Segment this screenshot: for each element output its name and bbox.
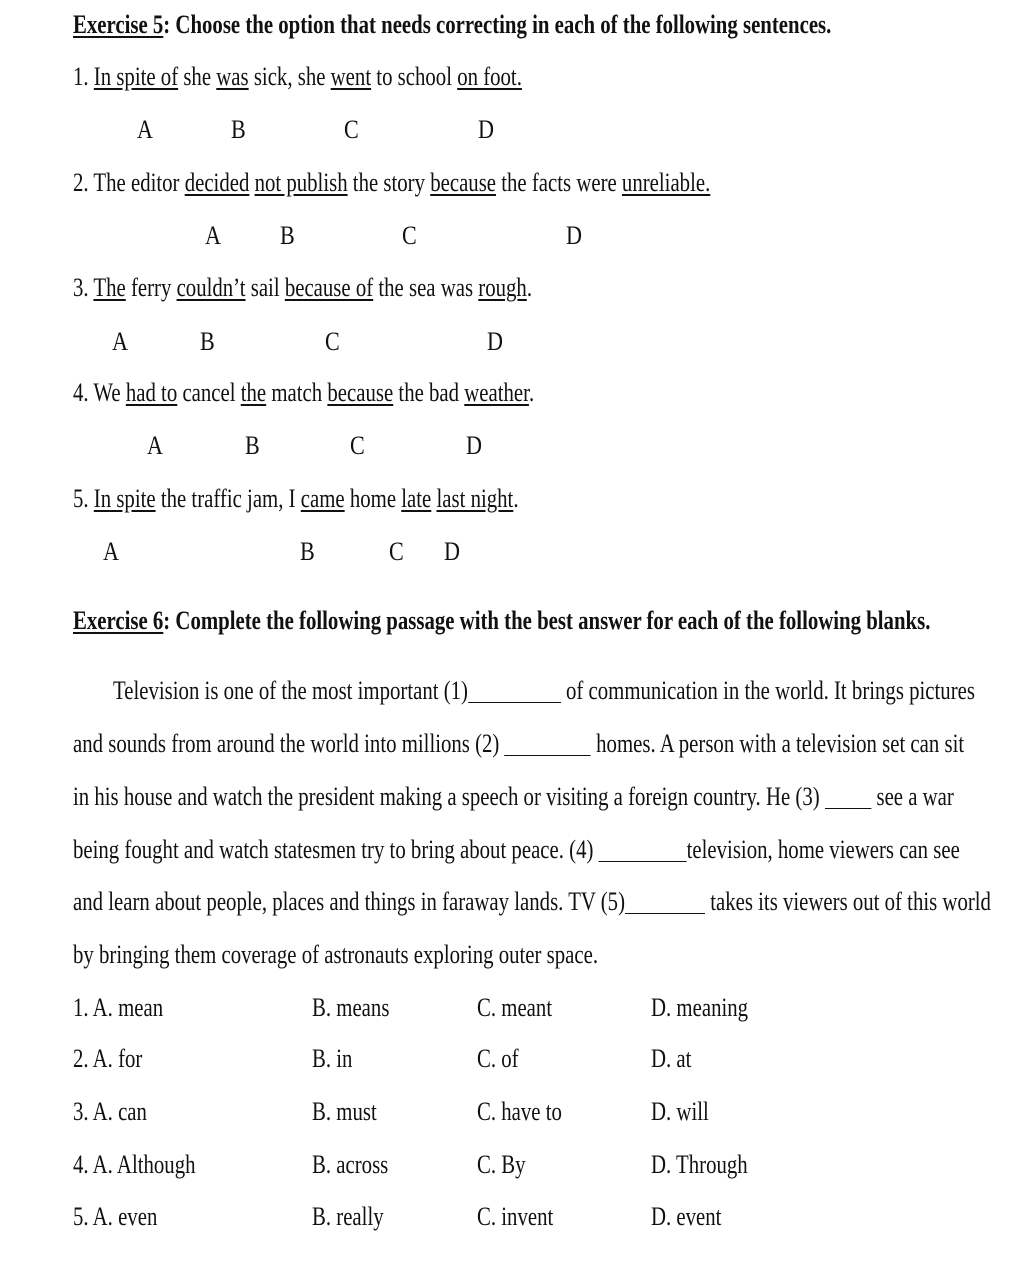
q3-letter-d: D <box>487 327 503 356</box>
q5-text: home <box>344 484 402 513</box>
passage-text: takes its viewers out of this world <box>710 887 991 916</box>
q4-text: cancel <box>177 378 241 407</box>
option-4a: 4. A. Although <box>73 1150 196 1179</box>
q1-letter-a: A <box>137 115 153 144</box>
q4-option-a-text: had to <box>125 378 178 407</box>
q4-letter-c: C <box>350 431 365 460</box>
q1-option-c-text: went <box>330 62 372 91</box>
blank-4 <box>599 861 687 862</box>
option-1c: C. meant <box>477 993 553 1022</box>
passage-text: in his house and watch the president making a speech or visiting a foreign country. He (3) <box>73 782 820 811</box>
q3-letter-c: C <box>325 327 340 356</box>
passage-line-2 <box>73 729 964 759</box>
option-5b: B. really <box>312 1202 384 1231</box>
option-5c: C. invent <box>477 1202 554 1231</box>
q4-letter-a: A <box>147 431 163 460</box>
blank-3 <box>825 808 871 809</box>
q4-number: 4. We <box>73 378 126 407</box>
q5-option-a-text: In spite <box>93 484 156 513</box>
passage-line-3 <box>73 782 954 812</box>
option-2d: D. at <box>651 1044 692 1073</box>
option-5a: 5. A. even <box>73 1202 158 1231</box>
q2-option-d-text: unreliable. <box>621 168 711 197</box>
q5-letter-b: B <box>300 537 315 566</box>
q5-option-d-text: last night <box>436 484 514 513</box>
q4-text: the bad <box>393 378 465 407</box>
q5-text: the traffic jam, I <box>155 484 301 513</box>
blank-2 <box>505 755 591 756</box>
q2-letter-a: A <box>205 221 221 250</box>
q3-text: ferry <box>125 273 177 302</box>
q4-text: . <box>528 378 535 407</box>
blank-1 <box>468 702 561 703</box>
passage-text: being fought and watch statesmen try to bring about peace. (4) <box>73 835 594 864</box>
q3-text: . <box>526 273 533 302</box>
q3-text: sail <box>245 273 285 302</box>
ex5-question-1 <box>73 62 522 92</box>
q2-option-b-text: not publish <box>254 168 348 197</box>
q2-letter-c: C <box>402 221 417 250</box>
passage-line-6 <box>73 940 598 970</box>
option-4d: D. Through <box>651 1150 748 1179</box>
ex5-question-3 <box>73 273 532 303</box>
exercise-5-label: Exercise 5 <box>73 10 164 39</box>
option-3a: 3. A. can <box>73 1097 147 1126</box>
q5-letter-c: C <box>389 537 404 566</box>
q1-text: sick, she <box>248 62 331 91</box>
q2-text: the story <box>347 168 431 197</box>
q1-option-d-text: on foot. <box>457 62 522 91</box>
q3-option-c-text: because of <box>284 273 374 302</box>
q2-letter-d: D <box>566 221 582 250</box>
option-1a: 1. A. mean <box>73 993 164 1022</box>
option-3d: D. will <box>651 1097 709 1126</box>
q4-option-c-text: because <box>327 378 394 407</box>
option-1d: D. meaning <box>651 993 749 1022</box>
ex5-question-2 <box>73 168 710 198</box>
q1-letter-b: B <box>231 115 246 144</box>
passage-text: Television is one of the most important (1) <box>113 676 468 705</box>
option-3c: C. have to <box>477 1097 562 1126</box>
q1-text: she <box>178 62 217 91</box>
option-2b: B. in <box>312 1044 353 1073</box>
q1-option-b-text: was <box>216 62 249 91</box>
q4-text: match <box>266 378 328 407</box>
q1-text: to school <box>371 62 458 91</box>
passage-text: see a war <box>876 782 954 811</box>
option-5d: D. event <box>651 1202 722 1231</box>
passage-text: and learn about people, places and things in faraway lands. TV (5) <box>73 887 625 916</box>
q1-letter-d: D <box>478 115 494 144</box>
q1-option-a-text: In spite of <box>93 62 179 91</box>
q4-letter-b: B <box>245 431 260 460</box>
passage-text: by bringing them coverage of astronauts exploring outer space. <box>73 940 599 969</box>
q5-text: . <box>513 484 519 513</box>
ex5-question-5 <box>73 484 519 514</box>
q4-option-d-text: weather <box>464 378 529 407</box>
exercise-6-label: Exercise 6 <box>73 606 164 635</box>
option-2c: C. of <box>477 1044 519 1073</box>
option-4c: C. By <box>477 1150 526 1179</box>
q5-option-b-text: came <box>300 484 345 513</box>
q5-option-c-text: late <box>401 484 432 513</box>
q3-option-b-text: couldn’t <box>176 273 246 302</box>
option-1b: B. means <box>312 993 390 1022</box>
q3-letter-a: A <box>112 327 128 356</box>
q2-letter-b: B <box>280 221 295 250</box>
q4-option-b-text: the <box>240 378 267 407</box>
q2-text: the facts were <box>496 168 622 197</box>
q2-option-c-text: because <box>430 168 497 197</box>
q3-option-a-text: The <box>93 273 126 302</box>
option-2a: 2. A. for <box>73 1044 143 1073</box>
passage-text: and sounds from around the world into millions (2) <box>73 729 500 758</box>
ex5-question-4 <box>73 378 534 408</box>
passage-line-4 <box>73 835 960 865</box>
q3-option-d-text: rough <box>478 273 527 302</box>
passage-text: television, home viewers can see <box>686 835 960 864</box>
q3-number: 3. <box>73 273 94 302</box>
option-3b: B. must <box>312 1097 377 1126</box>
q5-letter-a: A <box>103 537 119 566</box>
q2-number: 2. The editor <box>73 168 185 197</box>
blank-5 <box>625 913 705 914</box>
exercise-6-title <box>73 606 930 636</box>
q3-text: the sea was <box>373 273 479 302</box>
exercise-5-title <box>73 10 831 40</box>
q2-option-a-text: decided <box>184 168 250 197</box>
q1-number: 1. <box>73 62 94 91</box>
q5-letter-d: D <box>444 537 460 566</box>
passage-text: of communication in the world. It brings pictures <box>565 676 975 705</box>
exercise-5-instruction: : Choose the option that needs correcting in each of the following sentences. <box>163 10 832 39</box>
q4-letter-d: D <box>466 431 482 460</box>
option-4b: B. across <box>312 1150 389 1179</box>
q1-letter-c: C <box>344 115 359 144</box>
passage-text: homes. A person with a television set can sit <box>596 729 965 758</box>
passage-line-1 <box>113 676 975 706</box>
exercise-6-instruction: : Complete the following passage with the best answer for each of the following blanks. <box>163 606 931 635</box>
q3-letter-b: B <box>200 327 215 356</box>
passage-line-5 <box>73 887 991 917</box>
q5-number: 5. <box>73 484 94 513</box>
